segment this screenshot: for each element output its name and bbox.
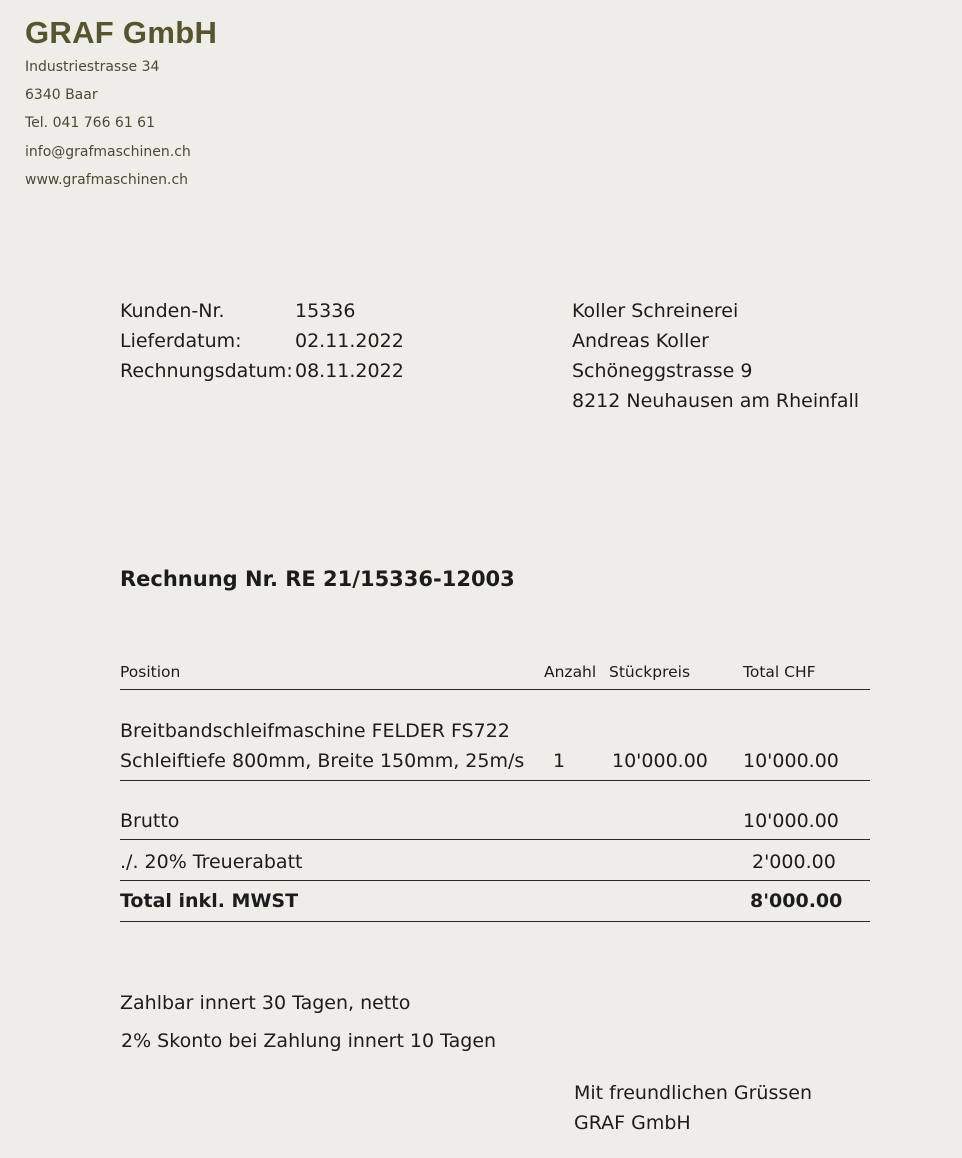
company-phone: Tel. 041 766 61 61	[25, 115, 155, 131]
col-header-unit-price: Stückpreis	[609, 663, 691, 681]
item-unit-price: 10'000.00	[612, 750, 708, 772]
company-email: info@grafmaschinen.ch	[25, 144, 191, 160]
payment-terms: Zahlbar innert 30 Tagen, netto	[120, 992, 411, 1014]
item-divider	[120, 780, 870, 781]
gross-value: 10'000.00	[743, 810, 839, 832]
discount-label: ./. 20% Treuerabatt	[120, 851, 303, 873]
item-total: 10'000.00	[743, 750, 839, 772]
invoice-date-value: 08.11.2022	[295, 360, 404, 382]
closing-signature: GRAF GmbH	[574, 1112, 691, 1134]
item-quantity: 1	[553, 750, 566, 772]
col-header-total: Total CHF	[743, 663, 816, 681]
item-description-line2: Schleiftiefe 800mm, Breite 150mm, 25m/s	[120, 750, 525, 772]
invoice-title: Rechnung Nr. RE 21/15336-12003	[120, 567, 515, 591]
gross-label: Brutto	[120, 810, 180, 832]
recipient-company: Koller Schreinerei	[572, 300, 739, 322]
item-description-line1: Breitbandschleifmaschine FELDER FS722	[120, 720, 510, 742]
discount-divider	[120, 880, 870, 881]
company-website: www.grafmaschinen.ch	[25, 172, 189, 188]
discount-terms: 2% Skonto bei Zahlung innert 10 Tagen	[121, 1030, 497, 1052]
recipient-city: 8212 Neuhausen am Rheinfall	[572, 390, 860, 412]
gross-divider	[120, 839, 870, 840]
recipient-street: Schöneggstrasse 9	[572, 360, 753, 382]
delivery-date-value: 02.11.2022	[295, 330, 404, 352]
company-name: GRAF GmbH	[25, 15, 218, 50]
col-header-position: Position	[120, 663, 181, 681]
total-label: Total inkl. MWST	[120, 890, 299, 912]
delivery-date-label: Lieferdatum:	[120, 330, 242, 352]
total-divider	[120, 921, 870, 922]
company-street: Industriestrasse 34	[25, 59, 160, 75]
table-header-divider	[120, 689, 870, 690]
recipient-person: Andreas Koller	[572, 330, 709, 352]
total-value: 8'000.00	[750, 890, 843, 912]
customer-no-label: Kunden-Nr.	[120, 300, 225, 322]
discount-value: 2'000.00	[752, 851, 836, 873]
col-header-quantity: Anzahl	[544, 663, 597, 681]
company-city: 6340 Baar	[25, 87, 98, 103]
invoice-date-label: Rechnungsdatum:	[120, 360, 293, 382]
customer-no-value: 15336	[295, 300, 356, 322]
closing-greeting: Mit freundlichen Grüssen	[574, 1082, 813, 1104]
